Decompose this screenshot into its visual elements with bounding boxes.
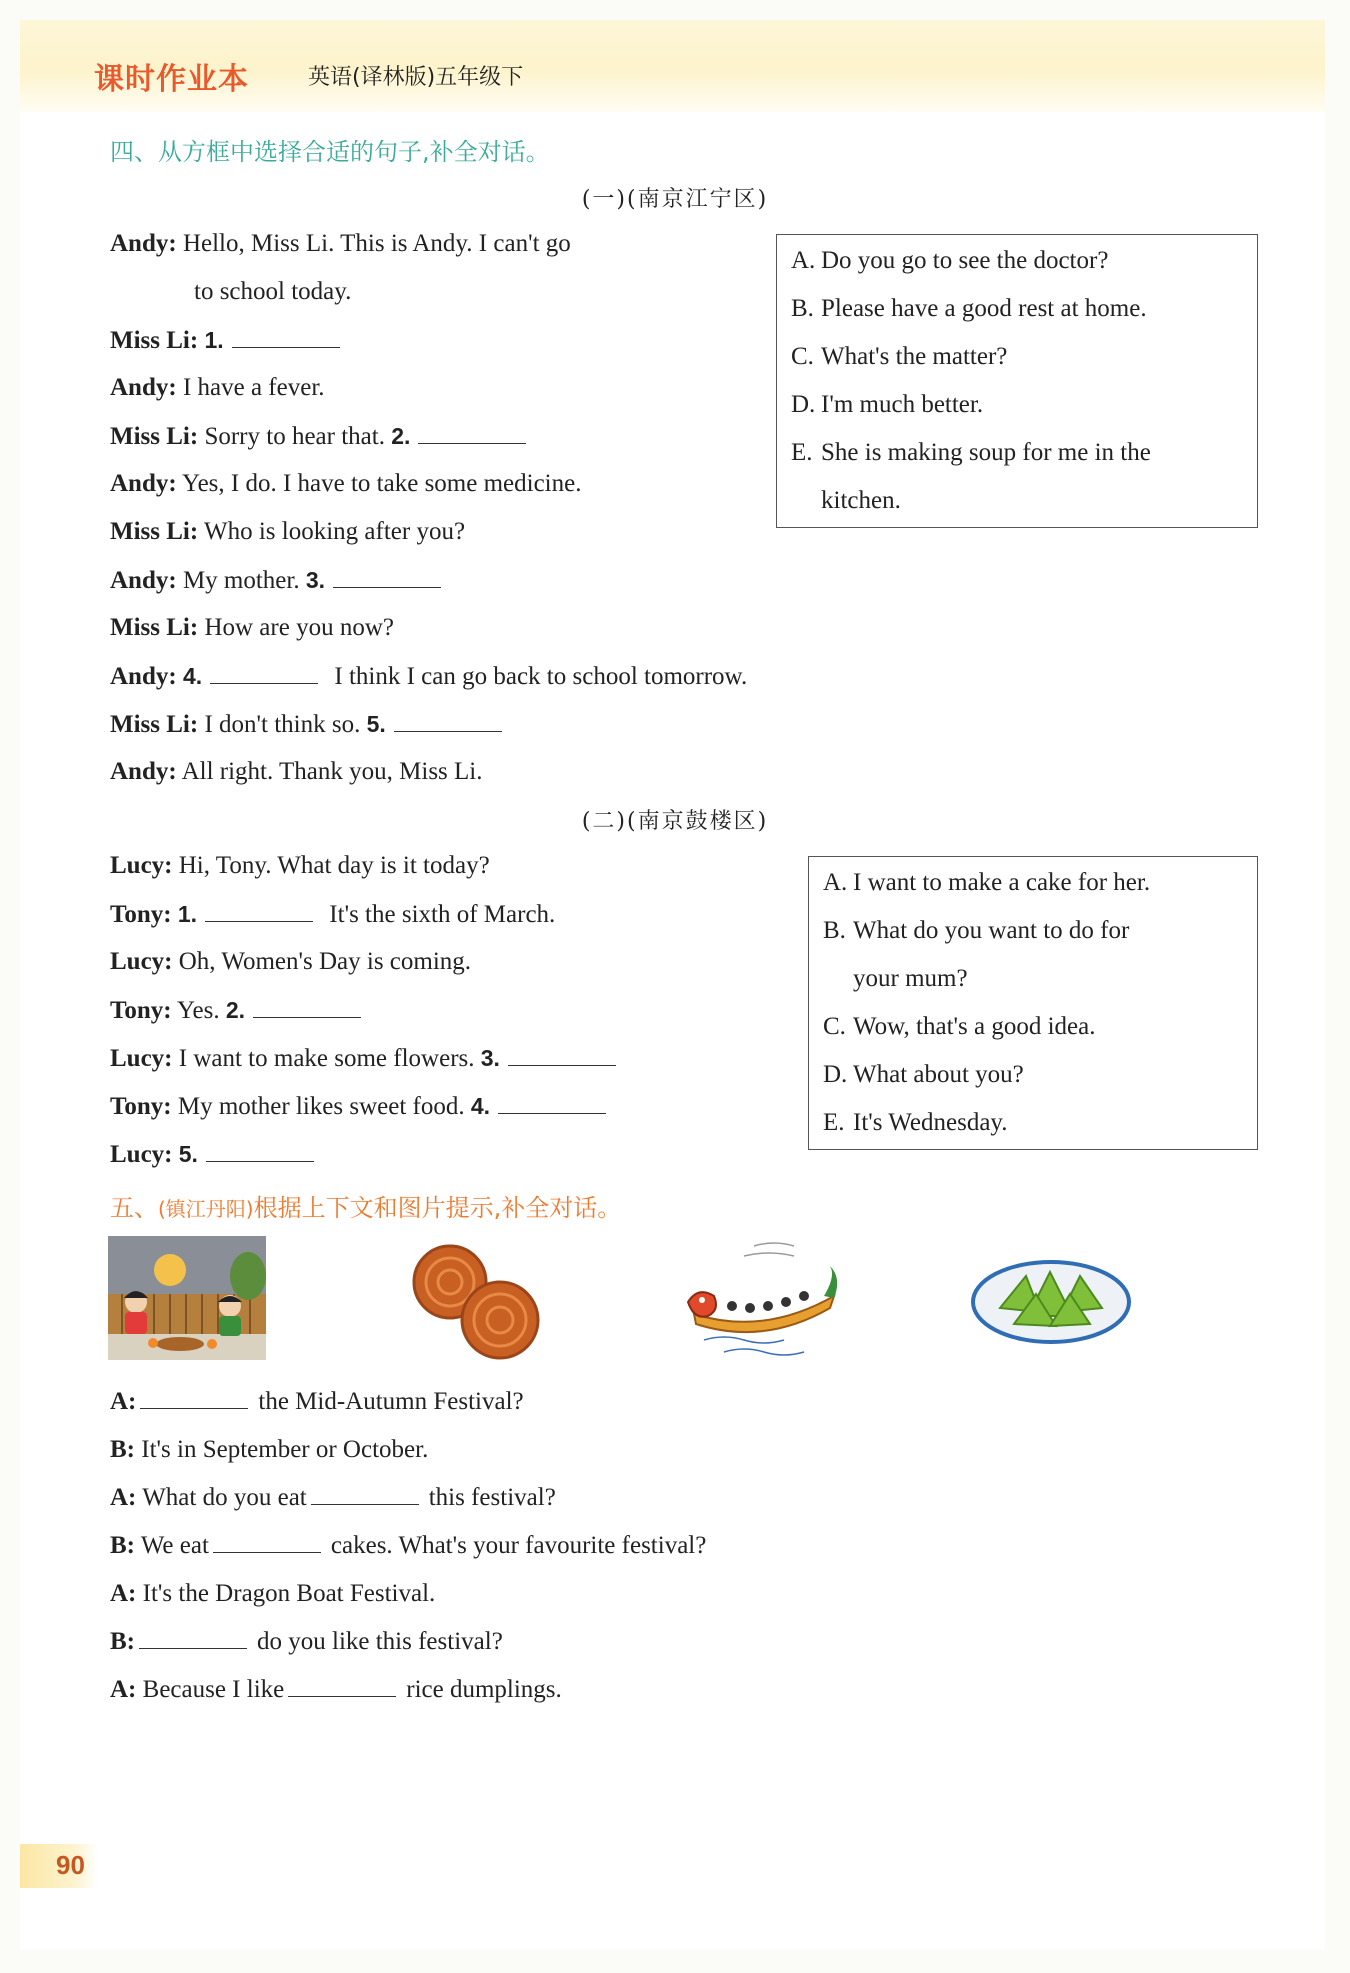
option-item — [791, 341, 1007, 373]
dragon-head — [688, 1292, 716, 1317]
speaker: B: — [110, 1532, 135, 1559]
fruit — [148, 1338, 158, 1348]
line-text: I think I can go back to school tomorrow. — [334, 663, 748, 690]
blank-number: 5. — [366, 711, 386, 737]
dialogue-line — [110, 564, 451, 597]
dialogue-line — [110, 898, 555, 931]
full-moon — [154, 1254, 186, 1286]
line-text: It's in September or October. — [141, 1436, 429, 1463]
dialogue-line — [110, 420, 536, 453]
answer-blank[interactable] — [253, 995, 361, 1018]
line-text: My mother likes sweet food. — [177, 1093, 465, 1120]
speaker: Tony: — [110, 1093, 172, 1120]
option-letter: D. — [823, 1061, 848, 1088]
blank-number: 1. — [177, 901, 198, 927]
speaker: A: — [110, 1484, 137, 1511]
option-text: kitchen. — [821, 487, 901, 514]
dialogue-line — [194, 276, 351, 308]
section5-location: (镇江丹阳) — [158, 1197, 254, 1221]
speaker: Andy: — [110, 567, 177, 594]
option-letter: E. — [823, 1109, 845, 1136]
water-waves — [704, 1337, 804, 1355]
speaker: A: — [110, 1388, 137, 1415]
option-text: your mum? — [853, 965, 968, 992]
answer-blank[interactable] — [508, 1043, 616, 1066]
line-text: to school today. — [194, 278, 352, 305]
speaker: Miss Li: — [110, 711, 199, 738]
speaker: Miss Li: — [110, 614, 199, 641]
option-text: I want to make a cake for her. — [853, 869, 1151, 896]
option-item — [791, 293, 1147, 325]
speaker: Lucy: — [110, 852, 173, 879]
dialogue-line — [110, 850, 490, 882]
dialogue-line — [110, 516, 465, 548]
rice-dumplings-picture — [970, 1246, 1132, 1346]
option-item — [823, 867, 1150, 899]
answer-blank[interactable] — [232, 325, 340, 348]
option-letter: D. — [791, 391, 816, 418]
option-text: What about you? — [853, 1061, 1024, 1088]
boy-body — [219, 1316, 241, 1336]
option-item — [823, 963, 968, 995]
option-text: What do you want to do for — [853, 917, 1130, 944]
line-text: It's the sixth of March. — [329, 901, 556, 928]
option-text: She is making soup for me in the — [821, 439, 1151, 466]
dialogue-line — [110, 1434, 428, 1466]
dialogue-line — [110, 1138, 324, 1171]
option-item — [823, 1107, 1008, 1139]
section5-title — [110, 1188, 621, 1223]
wind-lines — [744, 1243, 794, 1256]
speaker: Lucy: — [110, 1045, 173, 1072]
option-letter: E. — [791, 439, 813, 466]
dialogue-line — [110, 1042, 626, 1075]
speaker: Andy: — [110, 230, 177, 257]
dialogue-line — [110, 1090, 616, 1123]
section5-title-rest: 根据上下文和图片提示,补全对话。 — [253, 1194, 622, 1222]
line-text: Hi, Tony. What day is it today? — [178, 852, 490, 879]
dialogue-line — [110, 708, 512, 741]
blank-number: 4. — [182, 663, 203, 689]
line-text-before: Because I like — [142, 1676, 285, 1703]
dialogue-line — [110, 372, 325, 404]
speaker: Miss Li: — [110, 423, 199, 450]
answer-blank[interactable] — [213, 1530, 321, 1553]
option-item — [823, 1059, 1024, 1091]
option-item — [791, 245, 1108, 277]
option-letter: A. — [791, 247, 816, 274]
answer-blank[interactable] — [418, 421, 526, 444]
speaker: A: — [110, 1676, 137, 1703]
dragon-tail — [824, 1266, 837, 1298]
blank-number: 2. — [225, 997, 246, 1023]
speaker: Tony: — [110, 997, 172, 1024]
part2-heading: (二)(南京鼓楼区) — [581, 809, 769, 834]
blank-number: 4. — [470, 1093, 491, 1119]
option-letter: B. — [823, 917, 846, 944]
line-text-after: rice dumplings. — [406, 1676, 562, 1703]
answer-blank[interactable] — [205, 899, 313, 922]
dialogue-line — [110, 1578, 435, 1610]
speaker: Tony: — [110, 901, 172, 928]
option-item — [791, 437, 1151, 469]
line-text: Who is looking after you? — [204, 518, 466, 545]
option-letter: A. — [823, 869, 848, 896]
option-letter: C. — [823, 1013, 846, 1040]
option-text: Do you go to see the doctor? — [821, 247, 1109, 274]
line-text: Hello, Miss Li. This is Andy. I can't go — [182, 230, 571, 257]
option-text: Please have a good rest at home. — [821, 295, 1147, 322]
speaker: Lucy: — [110, 948, 173, 975]
speaker: Miss Li: — [110, 327, 199, 354]
line-text: I want to make some flowers. — [178, 1045, 475, 1072]
speaker: B: — [110, 1628, 135, 1655]
option-letter: B. — [791, 295, 814, 322]
option-text: Wow, that's a good idea. — [853, 1013, 1096, 1040]
speaker: Andy: — [110, 470, 177, 497]
dialogue-line — [110, 1386, 524, 1418]
dialogue-line — [110, 946, 471, 978]
line-text: Yes, I do. I have to take some medicine. — [182, 470, 582, 497]
blank-number: 3. — [480, 1045, 500, 1071]
speaker: A: — [110, 1580, 137, 1607]
answer-blank[interactable] — [139, 1626, 247, 1649]
dialogue-line — [110, 228, 571, 260]
line-text: All right. Thank you, Miss Li. — [181, 758, 483, 785]
answer-blank[interactable] — [498, 1091, 606, 1114]
option-letter: C. — [791, 343, 814, 370]
dialogue-line — [110, 1626, 503, 1658]
option-item — [791, 485, 901, 517]
dialogue-line — [110, 612, 394, 644]
answer-blank[interactable] — [140, 1386, 248, 1409]
line-text: Oh, Women's Day is coming. — [178, 948, 472, 975]
option-item — [823, 1011, 1095, 1043]
answer-blank[interactable] — [210, 661, 318, 684]
line-text-after: the Mid-Autumn Festival? — [258, 1388, 524, 1415]
option-item — [791, 389, 983, 421]
line-text-before: What do you eat — [142, 1484, 307, 1511]
line-text: Yes. — [176, 997, 220, 1024]
mid-autumn-scene-picture — [108, 1236, 266, 1360]
dragon-boat-picture — [684, 1236, 844, 1366]
speaker: Andy: — [110, 663, 177, 690]
answer-blank[interactable] — [311, 1482, 419, 1505]
dialogue-line — [110, 660, 747, 693]
blank-number: 3. — [305, 567, 326, 593]
dialogue-line — [110, 1482, 556, 1514]
dialogue-line — [110, 324, 350, 357]
book-subtitle: 英语(译林版)五年级下 — [308, 65, 524, 90]
rowers — [727, 1291, 809, 1313]
section5-title-prefix: 五、 — [110, 1194, 158, 1222]
answer-blank[interactable] — [206, 1139, 314, 1162]
line-text: How are you now? — [204, 614, 394, 641]
part1-heading: (一)(南京江宁区) — [581, 187, 769, 212]
section4-title: 四、从方框中选择合适的句子,补全对话。 — [110, 138, 550, 166]
brand-title: 课时作业本 — [94, 62, 249, 97]
line-text-after: this festival? — [428, 1484, 556, 1511]
blank-number: 2. — [391, 423, 411, 449]
dragon-eye — [699, 1297, 705, 1303]
answer-blank[interactable] — [288, 1674, 396, 1697]
speaker: Andy: — [110, 758, 177, 785]
line-text-before: We eat — [140, 1532, 209, 1559]
options-box-1 — [776, 234, 1258, 528]
dialogue-line — [110, 1674, 562, 1706]
blank-number: 1. — [204, 327, 224, 353]
option-item — [823, 915, 1129, 947]
fruit — [207, 1339, 217, 1349]
speaker: Miss Li: — [110, 518, 199, 545]
dialogue-line — [110, 756, 483, 788]
line-text: It's the Dragon Boat Festival. — [142, 1580, 436, 1607]
mooncakes-picture — [408, 1240, 544, 1364]
page-number-tab — [20, 1844, 98, 1888]
girl-body — [125, 1312, 147, 1334]
speaker: Lucy: — [110, 1141, 173, 1168]
line-text: Sorry to hear that. — [204, 423, 385, 450]
line-text: I don't think so. — [204, 711, 361, 738]
options-box-2 — [808, 856, 1258, 1150]
line-text-after: do you like this festival? — [257, 1628, 503, 1655]
speaker: Andy: — [110, 374, 177, 401]
tree — [230, 1252, 266, 1300]
blank-number: 5. — [178, 1141, 198, 1167]
option-text: It's Wednesday. — [853, 1109, 1008, 1136]
page-number: 90 — [56, 1850, 85, 1880]
speaker: B: — [110, 1436, 135, 1463]
dialogue-line — [110, 1530, 706, 1562]
mooncake-plate — [156, 1337, 204, 1351]
answer-blank[interactable] — [394, 709, 502, 732]
dialogue-line — [110, 994, 371, 1027]
option-text: I'm much better. — [821, 391, 984, 418]
line-text: I have a fever. — [182, 374, 325, 401]
option-text: What's the matter? — [821, 343, 1008, 370]
dialogue-line — [110, 468, 581, 500]
line-text: My mother. — [182, 567, 300, 594]
line-text-after: cakes. What's your favourite festival? — [330, 1532, 707, 1559]
answer-blank[interactable] — [333, 565, 441, 588]
